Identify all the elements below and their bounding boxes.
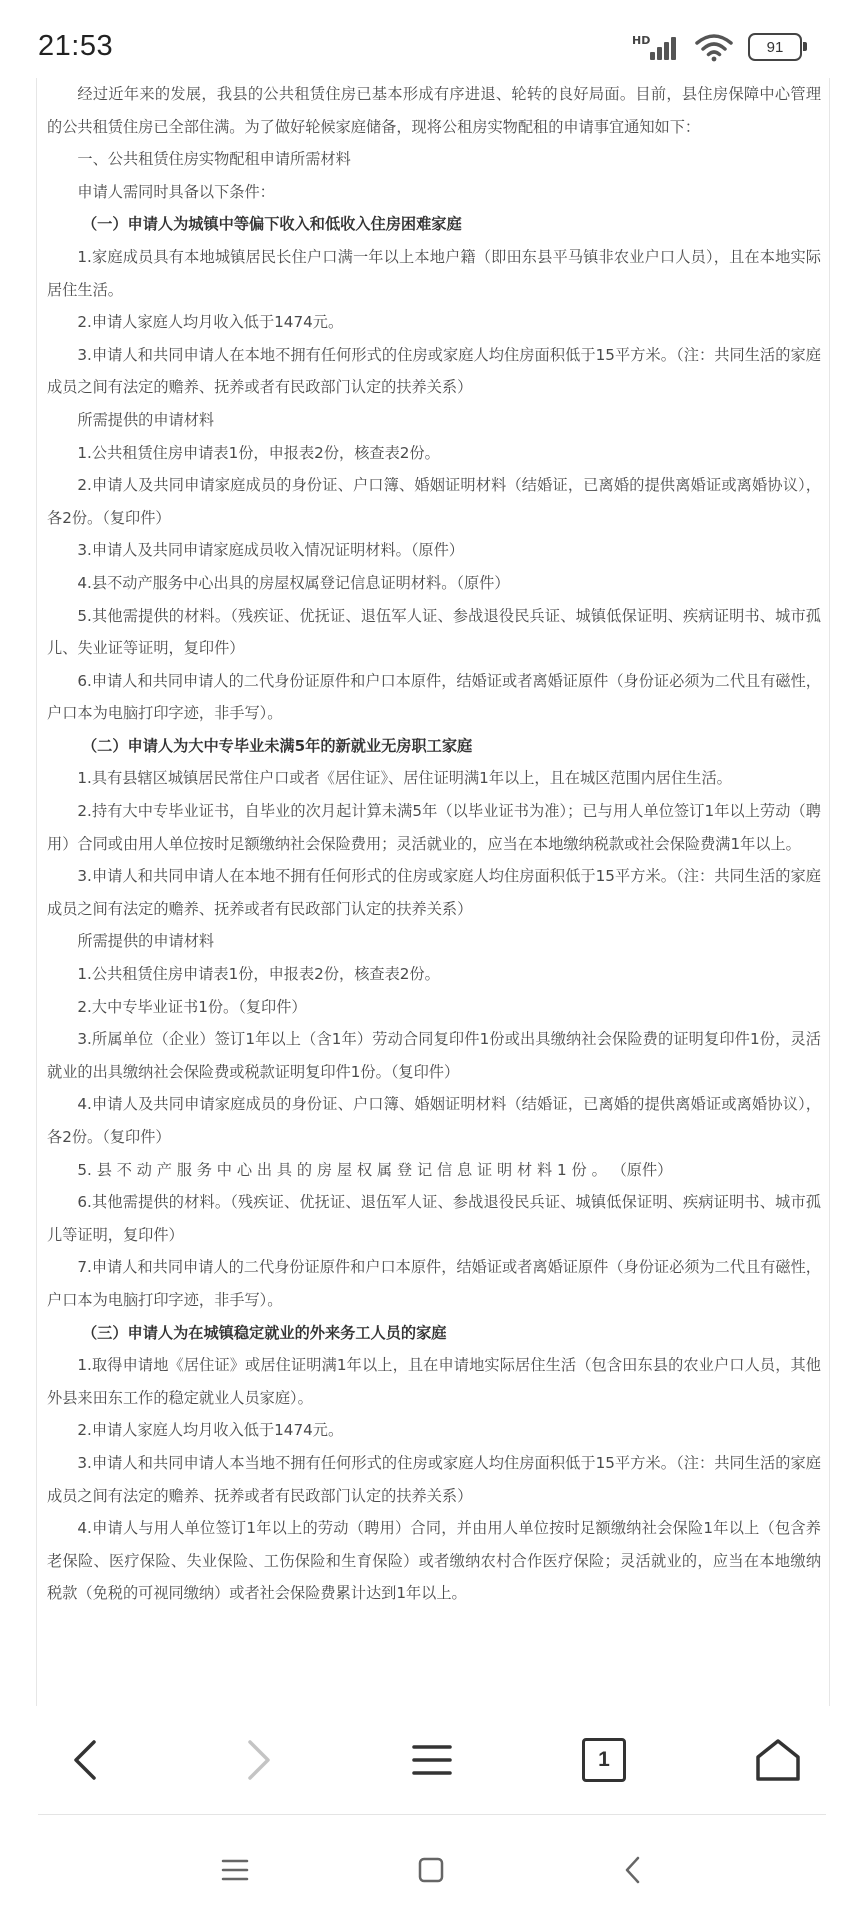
paragraph: 2.申请人家庭人均月收入低于1474元。 — [77, 313, 344, 332]
paragraph: 3.申请人和共同申请人本当地不拥有任何形式的住房或家庭人均住房面积低于15平方米。（注：共同生活的家庭成员之间有法定的赡养、抚养或者有民政部门认定的扶养关系） — [47, 1453, 821, 1505]
section-heading: （二）申请人为大中专毕业未满5年的新就业无房职工家庭 — [81, 736, 473, 755]
web-page[interactable] — [36, 78, 830, 1706]
paragraph: 6.申请人和共同申请人的二代身份证原件和户口本原件，结婚证或者离婚证原件（身份证必须为二代且有磁性，户口本为电脑打印字迹，非手写）。 — [47, 671, 821, 723]
paragraph: 所需提供的申请材料 — [77, 410, 215, 429]
wifi-icon — [694, 32, 734, 62]
menu-icon — [410, 1740, 454, 1780]
status-icons — [632, 30, 802, 64]
paragraph: 1.取得申请地《居住证》或居住证明满1年以上，且在申请地实际居住生活（包含田东县的农业户口人员，其他外县来田东工作的稳定就业人员家庭）。 — [47, 1356, 821, 1407]
system-navigation-bar — [0, 1815, 864, 1920]
recents-button[interactable] — [210, 1845, 260, 1895]
back-button[interactable] — [54, 1728, 118, 1792]
section-heading: （一）申请人为城镇中等偏下收入和低收入住房困难家庭 — [81, 215, 462, 234]
paragraph: 7.申请人和共同申请人的二代身份证原件和户口本原件，结婚证或者离婚证原件（身份证必须为二代且有磁性，户口本为电脑打印字迹，非手写）。 — [47, 1258, 821, 1309]
system-home-button[interactable] — [406, 1845, 456, 1895]
paragraph: 3.申请人及共同申请家庭成员收入情况证明材料。（原件） — [77, 541, 464, 560]
recents-icon — [220, 1857, 250, 1883]
network-type-label: HD — [632, 34, 651, 47]
paragraph: 1.公共租赁住房申请表1份，申报表2份，核查表2份。 — [77, 443, 440, 462]
paragraph: 1.家庭成员具有本地城镇居民长住户口满一年以上本地户籍（即田东县平马镇非农业户口人员），且在本地实际居住生活。 — [47, 247, 821, 299]
paragraph: 一、公共租赁住房实物配租申请所需材料 — [77, 150, 351, 169]
paragraph: 经过近年来的发展，我县的公共租赁住房已基本形成有序进退、轮转的良好局面。目前，县住房保障中心管理的公共租赁住房已全部住满。为了做好轮候家庭储备，现将公租房实物配租的申请事宜通知如下： — [47, 85, 821, 136]
battery-level: 91 — [766, 38, 784, 56]
forward-button[interactable] — [226, 1728, 290, 1792]
paragraph: 2.持有大中专毕业证书，自毕业的次月起计算未满5年（以毕业证书为准）；已与用人单位签订1年以上劳动（聘用）合同或由用人单位按时足额缴纳社会保险费用；灵活就业的，应当在本地缴纳税款或社会保险费满1年以上。 — [47, 802, 821, 853]
paragraph: 3.申请人和共同申请人在本地不拥有任何形式的住房或家庭人均住房面积低于15平方米。（注：共同生活的家庭成员之间有法定的赡养、抚养或者有民政部门认定的扶养关系） — [47, 345, 821, 397]
paragraph: 5.其他需提供的材料。（残疾证、优抚证、退伍军人证、参战退役民兵证、城镇低保证明、疾病证明书、城市孤儿、失业证等证明，复印件） — [47, 606, 821, 658]
forward-icon — [238, 1736, 278, 1784]
paragraph: 申请人需同时具备以下条件： — [77, 182, 275, 201]
signal-icon — [632, 32, 680, 62]
paragraph: 1.具有县辖区城镇居民常住户口或者《居住证》、居住证明满1年以上，且在城区范围内居住生活。 — [77, 769, 732, 788]
home-square-icon — [417, 1856, 445, 1884]
system-back-button[interactable] — [608, 1845, 658, 1895]
paragraph: 2.申请人家庭人均月收入低于1474元。 — [77, 1421, 344, 1440]
paragraph: 2.申请人及共同申请家庭成员的身份证、户口簿、婚姻证明材料（结婚证，已离婚的提供离婚证或离婚协议），各2份。（复印件） — [47, 476, 821, 527]
paragraph: 4.申请人与用人单位签订1年以上的劳动（聘用）合同，并由用人单位按时足额缴纳社会保险1年以上（包含养老保险、医疗保险、失业保险、工伤保险和生育保险）或者缴纳农村合作医疗保险；灵活就业的，应当在本地缴纳税款（免税的可视同缴纳）或者社会保险费累计达到1年以上。 — [47, 1519, 821, 1603]
paragraph: 4.申请人及共同申请家庭成员的身份证、户口簿、婚姻证明材料（结婚证，已离婚的提供离婚证或离婚协议），各2份。（复印件） — [47, 1095, 821, 1146]
home-button[interactable] — [746, 1728, 810, 1792]
paragraph: 5. 县 不 动 产 服 务 中 心 出 具 的 房 屋 权 属 登 记 信 息 证 明 材 料 1 份 。 （原件） — [77, 1160, 673, 1179]
section-heading: （三）申请人为在城镇稳定就业的外来务工人员的家庭 — [81, 1323, 447, 1342]
system-back-icon — [621, 1855, 645, 1885]
tabs-icon — [582, 1738, 626, 1782]
menu-button[interactable] — [400, 1728, 464, 1792]
browser-toolbar — [0, 1706, 864, 1814]
back-icon — [66, 1736, 106, 1784]
paragraph: 6.其他需提供的材料。（残疾证、优抚证、退伍军人证、参战退役民兵证、城镇低保证明、疾病证明书、城市孤儿等证明，复印件） — [47, 1193, 821, 1244]
paragraph: 2.大中专毕业证书1份。（复印件） — [77, 997, 307, 1016]
paragraph: 3.所属单位（企业）签订1年以上（含1年）劳动合同复印件1份或出具缴纳社会保险费的证明复印件1份，灵活就业的出具缴纳社会保险费或税款证明复印件1份。（复印件） — [47, 1030, 821, 1081]
tab-count: 1 — [598, 1748, 610, 1771]
article-body — [37, 78, 829, 1610]
paragraph: 所需提供的申请材料 — [77, 932, 215, 951]
paragraph: 4.县不动产服务中心出具的房屋权属登记信息证明材料。（原件） — [77, 573, 510, 592]
status-bar — [0, 0, 864, 78]
clock: 21:53 — [38, 30, 114, 62]
home-icon — [754, 1737, 802, 1783]
battery-icon — [748, 33, 802, 61]
paragraph: 3.申请人和共同申请人在本地不拥有任何形式的住房或家庭人均住房面积低于15平方米。（注：共同生活的家庭成员之间有法定的赡养、抚养或者有民政部门认定的扶养关系） — [47, 867, 821, 918]
paragraph: 1.公共租赁住房申请表1份，申报表2份，核查表2份。 — [77, 965, 440, 984]
tabs-button[interactable] — [572, 1728, 636, 1792]
